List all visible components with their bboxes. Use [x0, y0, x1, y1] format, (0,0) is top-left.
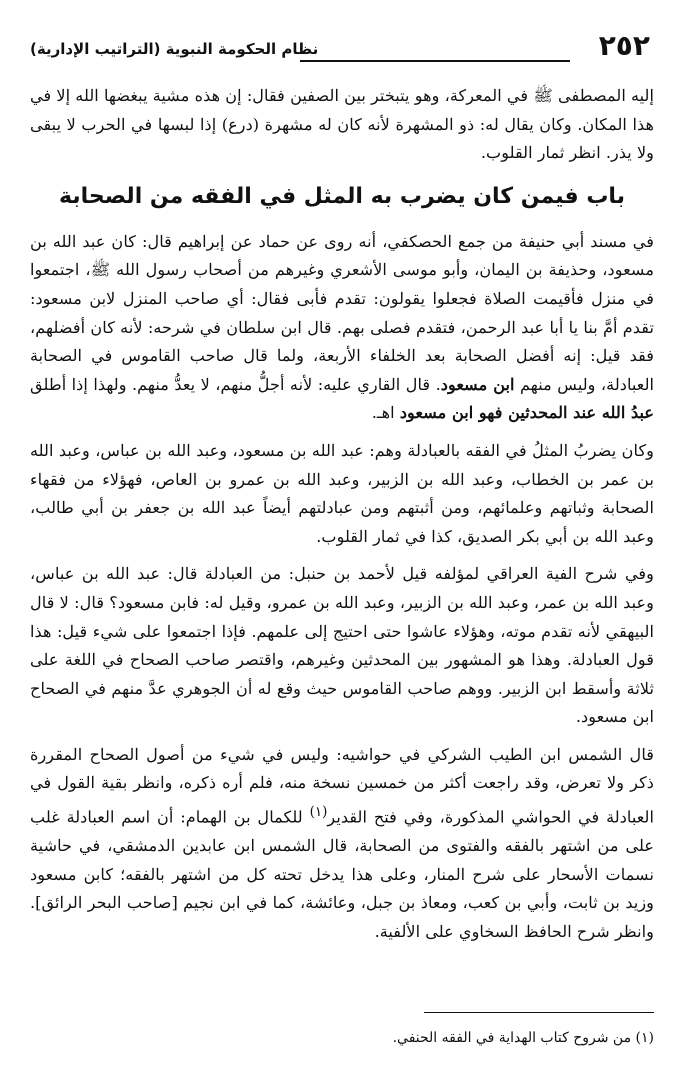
- chapter-heading: باب فيمن كان يضرب به المثل في الفقه من الصحابة: [59, 183, 625, 209]
- running-head: [30, 30, 654, 74]
- paragraph-2: [30, 228, 654, 428]
- paragraph-5: [30, 741, 654, 947]
- paragraph-5-text-a: قال الشمس ابن الطيب الشركي في حواشيه: وليس في شيء من أصول الصحاح المقررة ذكر ولا تعرض، وقد راجعت أكثر من خمسين نسخة منه، فلم أره ذكره، وانظر بقية القول في العبادلة في الحواشي المذكورة، وفي فتح القدير: [30, 744, 654, 827]
- footnote-rule: [424, 1012, 654, 1013]
- paragraph-2-text-b: . قال القاري عليه: لأنه أجلُّ منهم، لا يعدُّ منهم. ولهذا إذا أطلق: [30, 374, 441, 394]
- paragraph-2-bold-ibn-masud: ابن مسعود: [440, 374, 515, 394]
- paragraph-2-bold-abdullah: عبدُ الله عند المحدثين فهو ابن مسعود: [399, 403, 654, 423]
- body-text: [30, 82, 654, 946]
- page-number: ٢٥٢: [598, 29, 650, 62]
- paragraph-2-text-c: اهـ.: [371, 403, 400, 423]
- paragraph-1: إليه المصطفى ﷺ في المعركة، وهو يتبختر بين الصفين فقال: إن هذه مشية يبغضها الله إلا في هذا المكان. وكان يقال له: ذو المشهرة لأنه كان له مشهرة (درع) إذا لبسها في الحرب لا يبقى ولا يذر. انظر ثمار القلوب.: [30, 86, 654, 163]
- paragraph-3: وكان يضربُ المثلُ في الفقه بالعبادلة وهم: عبد الله بن مسعود، وعبد الله بن عباس، وعبد الله بن عمر بن الخطاب، وعبد الله بن الزبير، وعبد الله بن عمرو بن العاص، فهؤلاء من فقهاء الصحابة وثباتهم وعلمائهم، ومن أثبتهم ومن عبادلتهم أيضاً عبد الله بن جعفر بن أبي طالب، وعبد الله بن أبي بكر الصديق، كذا في ثمار القلوب.: [30, 440, 654, 546]
- book-page: [30, 30, 654, 1072]
- running-title: نظام الحكومة النبوية (التراتيب الإدارية): [30, 40, 319, 58]
- header-rule: [300, 60, 570, 62]
- paragraph-5-text-b: للكمال بن الهمام: أن اسم العبادلة غلب على من اشتهر بالفقه والفتوى من الصحابة، قال الشمس ابن عابدين الدمشقي، في حاشية نسمات الأسحار على شرح المنار، وعلى هذا يدخل تحته كل من اشتهر بالفقه؛ كابن مسعود وزيد بن ثابت، وأبي بن كعب، ومعاذ بن جبل، وعائشة، كما في ابن نجيم [صاحب البحر الرائق]. وانظر شرح الحافظ السخاوي على الألفية.: [30, 807, 654, 941]
- paragraph-2-text-a: في مسند أبي حنيفة من جمع الحصكفي، أنه روى عن حماد عن إبراهيم قال: كان عبد الله بن مسعود، وحذيفة بن اليمان، وأبو موسى الأشعري وغيرهم من أصحاب رسول الله ﷺ، اجتمعوا في منزل فأقيمت الصلاة فجعلوا يقولون: تقدم فأبى فقال: أي صاحب المنزل لابن مسعود: تقدم أمَّ بنا يا أبا عبد الرحمن، فتقدم فصلى بهم. قال ابن سلطان في شرحه: لأنه كان أفضلهم، فقد قيل: إنه أفضل الصحابة بعد الخلفاء الأربعة، ولما قال صاحب القاموس في الصحابة العبادلة، وليس منهم: [30, 231, 655, 394]
- footnote-1: (١) من شروح كتاب الهداية في الفقه الحنفي.: [392, 1030, 654, 1046]
- footnote-area: [30, 1012, 654, 1063]
- footnote-reference: (١): [309, 804, 328, 821]
- paragraph-4: وفي شرح الفية العراقي لمؤلفه قيل لأحمد بن حنبل: من العبادلة قال: عبد الله بن عباس، وعبد الله بن عمر، وعبد الله بن الزبير، وعبد الله بن عمرو، وقيل له: فابن مسعود؟ قال: لا قال البيهقي لأنه تقدم موته، وهؤلاء عاشوا حتى احتيج إلى علمهم. فإذا اجتمعوا على شيء قيل: هذا قول العبادلة. وهذا هو المشهور بين المحدثين وغيرهم، واقتصر صاحب الصحاح في اللغة على ثلاثة وأسقط ابن الزبير. ووهم صاحب القاموس حيث وقع له أن الجوهري عدَّ منهم في الصحاح ابن مسعود.: [30, 564, 654, 727]
